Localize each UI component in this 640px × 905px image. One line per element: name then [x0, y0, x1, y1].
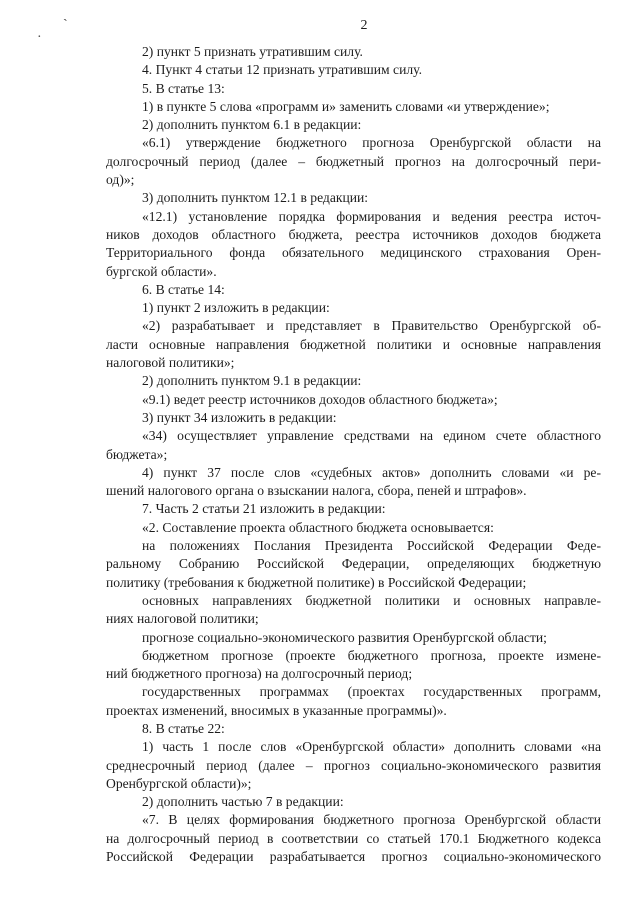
text-line: ний бюджетного прогноза) на долгосрочный период;	[106, 666, 413, 682]
text-line: 2) дополнить пунктом 6.1 в редакции:	[142, 117, 362, 133]
text-line: основных направлениях бюджетной политики и основных направле-	[142, 592, 601, 608]
text-line: 8. В статье 22:	[142, 720, 225, 736]
text-line: бюджетном прогнозе (проекте бюджетного прогноза, проекте измене-	[142, 647, 601, 663]
text-line: долгосрочный период (далее – бюджетный прогноз на долгосрочный пери-	[106, 153, 601, 169]
text-line: государственных программах (проектах государственных программ,	[142, 684, 601, 700]
text-line: на положениях Послания Президента Российской Федерации Феде-	[142, 538, 601, 554]
text-line: Оренбургской области)»;	[106, 775, 252, 791]
text-line: 1) пункт 2 изложить в редакции:	[142, 300, 330, 316]
text-line: 3) пункт 34 изложить в редакции:	[142, 409, 337, 425]
text-line: 3) дополнить пунктом 12.1 в редакции:	[142, 190, 369, 206]
text-line: 2) пункт 5 признать утратившим силу.	[142, 44, 363, 59]
text-line: ниях налоговой политики;	[106, 611, 259, 627]
text-line: ников доходов областного бюджета, реестра источников доходов бюджета	[106, 226, 601, 242]
document-body	[106, 43, 601, 866]
text-line: «7. В целях формирования бюджетного прогноза Оренбургской области	[142, 812, 601, 828]
text-line: 4. Пункт 4 статьи 12 признать утратившим силу.	[142, 62, 422, 78]
text-line: «12.1) установление порядка формирования и ведения реестра источ-	[142, 208, 601, 224]
text-line: «34) осуществляет управление средствами на едином счете областного	[142, 428, 601, 444]
text-line: 2) дополнить пунктом 9.1 в редакции:	[142, 373, 362, 389]
text-line: 5. В статье 13:	[142, 80, 225, 96]
text-line: «2) разрабатывает и представляет в Правительство Оренбургской об-	[142, 318, 601, 334]
text-line: 1) часть 1 после слов «Оренбургской области» дополнить словами «на	[142, 739, 601, 755]
text-line: на долгосрочный период в соответствии со статьей 170.1 Бюджетного кодекса	[106, 830, 601, 846]
text-line: прогнозе социально-экономического развития Оренбургской области;	[142, 629, 547, 645]
scan-mark: ·	[37, 30, 42, 45]
page-number: 2	[360, 18, 368, 33]
text-line: бургской области».	[106, 263, 217, 279]
text-line: 7. Часть 2 статьи 21 изложить в редакции:	[142, 501, 386, 517]
text-line: «6.1) утверждение бюджетного прогноза Оренбургской области на	[142, 135, 601, 151]
scan-mark: ˎ	[63, 7, 68, 22]
text-line: Территориального фонда обязательного медицинского страхования Орен-	[106, 245, 601, 261]
text-line: среднесрочный период (далее – прогноз социально-экономического развития	[106, 757, 601, 773]
text-line: ральному Собранию Российской Федерации, определяющих бюджетную	[106, 556, 601, 572]
text-line: од)»;	[106, 172, 135, 188]
text-line: бюджета»;	[106, 446, 168, 462]
text-line: «2. Составление проекта областного бюджета основывается:	[142, 519, 494, 535]
text-line: политику (требования к бюджетной политике) в Российской Федерации;	[106, 574, 527, 590]
text-line: шений налогового органа о взыскании налога, сбора, пеней и штрафов».	[106, 483, 527, 499]
text-line: проектах изменений, вносимых в указанные программы)».	[106, 702, 447, 718]
text-line: «9.1) ведет реестр источников доходов областного бюджета»;	[142, 391, 498, 407]
text-line: 1) в пункте 5 слова «программ и» заменить словами «и утверждение»;	[142, 98, 550, 114]
text-line: ласти основные направления бюджетной политики и основные направления	[106, 336, 601, 352]
text-line: 2) дополнить частью 7 в редакции:	[142, 794, 344, 810]
text-line: налоговой политики»;	[106, 355, 235, 371]
text-line: 6. В статье 14:	[142, 281, 225, 297]
text-line: Российской Федерации разрабатывается прогноз социально-экономического	[106, 849, 601, 865]
text-line: 4) пункт 37 после слов «судебных актов» дополнить словами «и ре-	[142, 464, 601, 480]
